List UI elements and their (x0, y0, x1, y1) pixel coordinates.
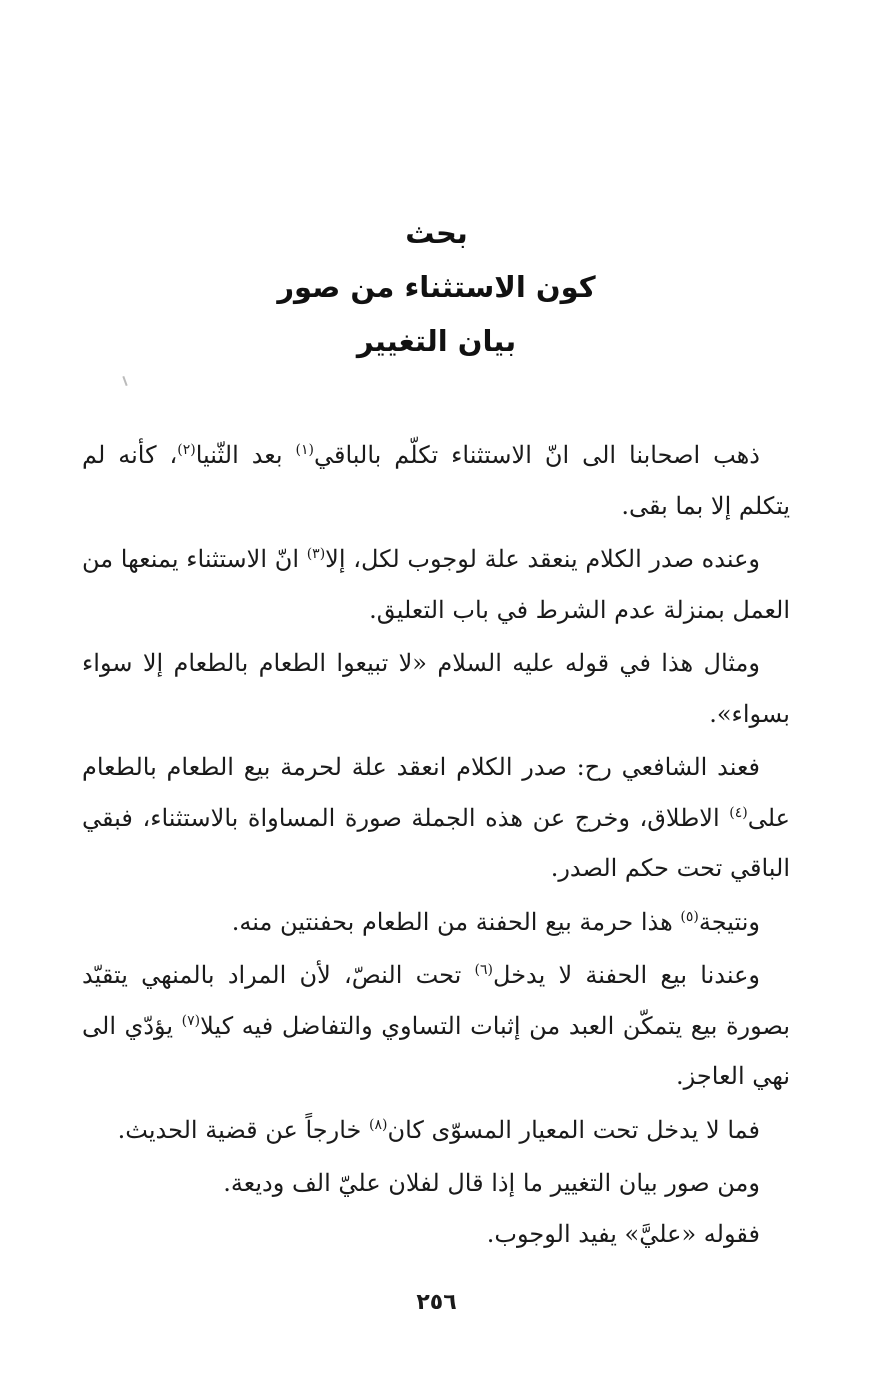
stray-ink-mark (122, 376, 127, 386)
paragraph-text: انّ الاستثناء يمنعها من العمل بمنزلة عدم الشرط في باب التعليق. (82, 545, 790, 624)
heading-line-2: كون الاستثناء من صور (277, 270, 596, 304)
paragraph-2 (82, 534, 790, 635)
paragraph-3 (82, 638, 790, 739)
paragraph-text: الاطلاق، وخرج عن هذه الجملة صورة المساواة بالاستثناء، فبقي الباقي تحت حكم الصدر. (82, 803, 790, 882)
paragraph-text: فما لا يدخل تحت المعيار المسوّى كان (387, 1115, 760, 1144)
footnote-ref: (٢) (177, 442, 196, 458)
paragraph-text: ونتيجة (698, 907, 760, 936)
footnote-ref: (٥) (680, 908, 699, 925)
paragraph-text: خارجاً عن قضية الحديث. (117, 1115, 369, 1144)
heading-line-3: بيان التغيير (356, 324, 517, 358)
paragraph-text: يؤدّي الى نهي العاجز. (82, 1011, 790, 1090)
footnote-ref: (٨) (368, 1116, 388, 1133)
footnote-ref: (١) (295, 442, 314, 458)
paragraph-7 (82, 1105, 790, 1156)
paragraph-text: ذهب اصحابنا الى انّ الاستثناء تكلّم بالباقي (313, 441, 760, 469)
footnote-ref: (٣) (306, 546, 326, 562)
paragraph-text: ومن صور بيان التغيير ما إذا قال لفلان عليّ الف وديعة. (223, 1169, 760, 1197)
paragraph-text: ومثال هذا في قوله عليه السلام «لا تبيعوا الطعام بالطعام إلا سواء بسواء». (82, 649, 790, 728)
paragraph-9 (82, 1209, 790, 1260)
paragraph-text: فقوله «عليَّ» يفيد الوجوب. (486, 1219, 760, 1248)
paragraph-8 (82, 1158, 790, 1209)
paragraph-5 (82, 897, 790, 948)
heading-line-1: بحث (405, 216, 468, 250)
footnote-ref: (٦) (474, 962, 494, 978)
paragraph-text: فعند الشافعي رح: صدر الكلام انعقد علة لحرمة بيع الطعام بالطعام على (82, 753, 790, 832)
paragraph-text: وعندنا بيع الحفنة لا يدخل (493, 961, 760, 989)
paragraph-text: بعد الثّنيا (195, 441, 296, 469)
paragraph-1 (82, 430, 790, 531)
footnote-ref: (٧) (181, 1012, 201, 1029)
paragraph-4 (82, 742, 790, 894)
footnote-ref: (٤) (729, 804, 748, 821)
paragraph-text: تحت النصّ، لأن المراد بالمنهي يتقيّد بصورة بيع يتمكّن العبد من إثبات التساوي والتفاضل فيه كيلا (82, 961, 791, 1040)
paragraph-text: هذا حرمة بيع الحفنة من الطعام بحفنتين منه. (231, 907, 681, 936)
paragraph-6 (82, 950, 790, 1102)
paragraph-text: وعنده صدر الكلام ينعقد علة لوجوب لكل، إلا (325, 545, 760, 573)
body-text (82, 430, 790, 1259)
page-number: ٢٥٦ (416, 1290, 457, 1315)
section-heading (0, 206, 873, 368)
paragraph-text: ، كأنه لم يتكلم إلا بما بقى. (82, 441, 790, 520)
